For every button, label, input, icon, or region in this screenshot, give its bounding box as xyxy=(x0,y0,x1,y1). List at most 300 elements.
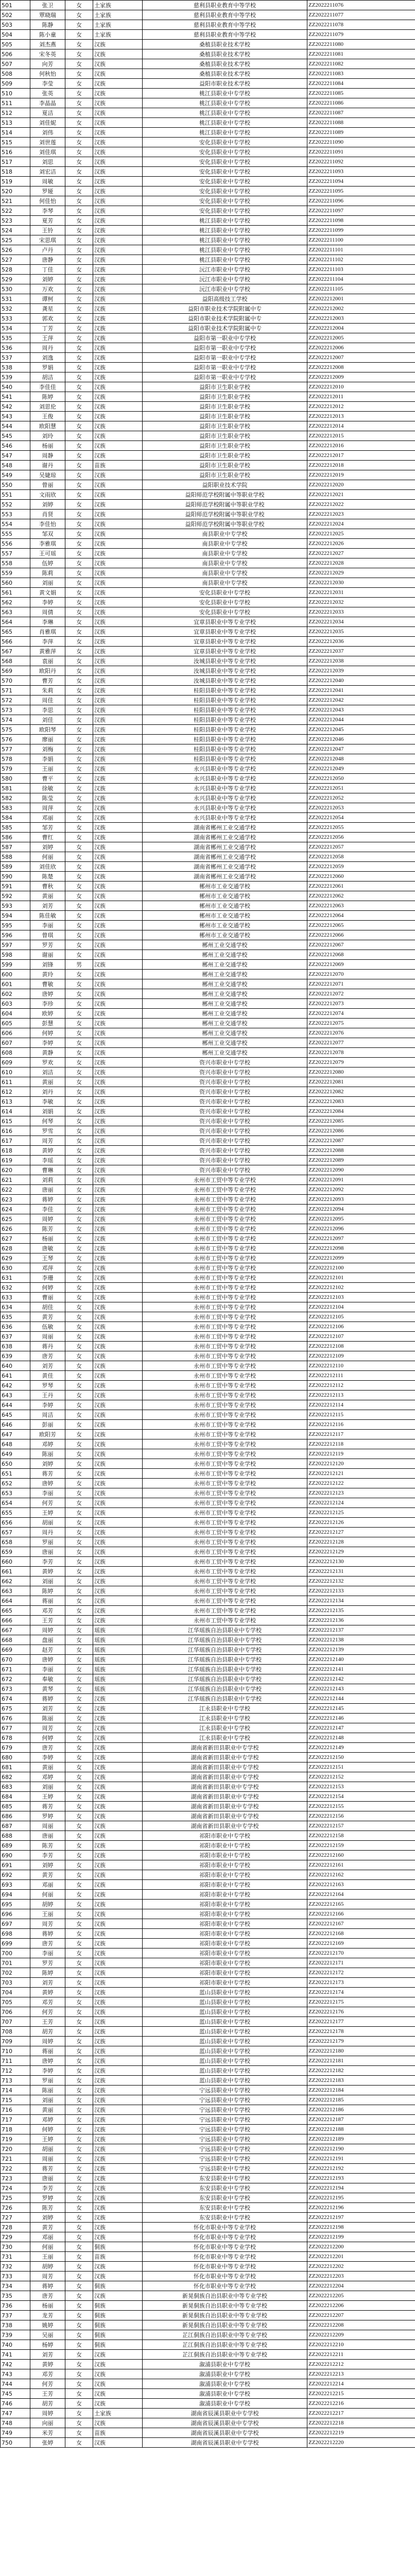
certificate-number: ZZ2022212205 xyxy=(307,2291,415,2301)
table-row xyxy=(1,89,415,98)
school-name: 蓝山县职业中专学校 xyxy=(143,2027,307,2037)
ethnicity: 汉族 xyxy=(93,1322,143,1332)
row-number: 698 xyxy=(1,1929,30,1939)
student-name: 罗婷 xyxy=(30,2193,65,2203)
ethnicity: 汉族 xyxy=(93,167,143,177)
student-name: 刘芳 xyxy=(30,1361,65,1371)
ethnicity: 汉族 xyxy=(93,275,143,284)
gender: 女 xyxy=(65,2369,93,2379)
row-number: 518 xyxy=(1,167,30,177)
row-number: 537 xyxy=(1,353,30,363)
school-name: 江华瑶族自治县职业中专学校 xyxy=(143,1684,307,1694)
row-number: 680 xyxy=(1,1753,30,1762)
table-row xyxy=(1,1714,415,1723)
gender: 女 xyxy=(65,2438,93,2448)
student-name: 周静 xyxy=(30,451,65,461)
school-name: 湖南省新田县职业中专学校 xyxy=(143,1772,307,1782)
certificate-number: ZZ2022212163 xyxy=(307,1880,415,1890)
school-name: 郴州工业交通学校 xyxy=(143,989,307,999)
gender: 女 xyxy=(65,1116,93,1126)
certificate-number: ZZ2022211093 xyxy=(307,167,415,177)
gender: 女 xyxy=(65,2418,93,2428)
school-name: 桂阳县职业中等专业学校 xyxy=(143,705,307,715)
ethnicity: 汉族 xyxy=(93,1900,143,1909)
certificate-number: ZZ2022212035 xyxy=(307,627,415,637)
gender: 女 xyxy=(65,2409,93,2418)
gender: 女 xyxy=(65,1273,93,1283)
row-number: 514 xyxy=(1,128,30,138)
table-row xyxy=(1,960,415,970)
school-name: 资兴市职业中专学校 xyxy=(143,1107,307,1116)
table-row xyxy=(1,1439,415,1449)
table-row xyxy=(1,1224,415,1234)
student-name: 刘婷 xyxy=(30,2213,65,2223)
student-name: 刘佳妮 xyxy=(30,118,65,128)
table-row xyxy=(1,1958,415,1968)
certificate-number: ZZ2022212021 xyxy=(307,490,415,500)
school-name: 资兴市职业中专学校 xyxy=(143,1136,307,1146)
row-number: 515 xyxy=(1,138,30,147)
gender: 女 xyxy=(65,2389,93,2399)
student-name: 王芳 xyxy=(30,1616,65,1625)
school-name: 永州市工贸中等专业学校 xyxy=(143,1332,307,1342)
row-number: 732 xyxy=(1,2262,30,2272)
school-name: 桂阳县职业中等专业学校 xyxy=(143,744,307,754)
certificate-number: ZZ2022212177 xyxy=(307,2017,415,2027)
table-row xyxy=(1,2281,415,2291)
ethnicity: 汉族 xyxy=(93,1019,143,1028)
table-row xyxy=(1,206,415,216)
table-row xyxy=(1,1165,415,1175)
ethnicity: 汉族 xyxy=(93,1596,143,1606)
row-number: 557 xyxy=(1,549,30,558)
row-number: 605 xyxy=(1,1019,30,1028)
row-number: 502 xyxy=(1,10,30,20)
row-number: 508 xyxy=(1,69,30,79)
table-row xyxy=(1,705,415,715)
table-row xyxy=(1,1361,415,1371)
ethnicity: 汉族 xyxy=(93,1606,143,1616)
row-number: 662 xyxy=(1,1577,30,1586)
school-name: 蓝山县职业中专学校 xyxy=(143,2056,307,2066)
ethnicity: 汉族 xyxy=(93,1948,143,1958)
school-name: 宁远县职业中专学校 xyxy=(143,2086,307,2095)
student-name: 李丽 xyxy=(30,1488,65,1498)
row-number: 598 xyxy=(1,950,30,960)
row-number: 638 xyxy=(1,1342,30,1351)
student-name: 文雨欣 xyxy=(30,490,65,500)
school-name: 资兴市职业中专学校 xyxy=(143,1156,307,1165)
row-number: 544 xyxy=(1,421,30,431)
gender: 女 xyxy=(65,1674,93,1684)
gender: 女 xyxy=(65,2399,93,2409)
certificate-number: ZZ2022212057 xyxy=(307,842,415,852)
row-number: 684 xyxy=(1,1792,30,1802)
school-name: 郴州市工业交通学校 xyxy=(143,930,307,940)
ethnicity: 汉族 xyxy=(93,2272,143,2281)
gender: 女 xyxy=(65,1058,93,1067)
row-number: 509 xyxy=(1,79,30,89)
row-number: 681 xyxy=(1,1762,30,1772)
school-name: 永州市工贸中等专业学校 xyxy=(143,1391,307,1400)
certificate-number: ZZ2022212056 xyxy=(307,833,415,842)
student-name: 刘玲 xyxy=(30,431,65,441)
ethnicity: 汉族 xyxy=(93,2369,143,2379)
certificate-number: ZZ2022212145 xyxy=(307,1704,415,1714)
student-name: 黄静 xyxy=(30,1048,65,1058)
gender: 女 xyxy=(65,1704,93,1714)
school-name: 永州市工贸中等专业学校 xyxy=(143,1508,307,1518)
student-name: 邓芳 xyxy=(30,1606,65,1616)
gender: 女 xyxy=(65,2086,93,2095)
table-row xyxy=(1,1831,415,1841)
row-number: 716 xyxy=(1,2105,30,2115)
certificate-number: ZZ2022212173 xyxy=(307,1978,415,1988)
student-name: 王可瑶 xyxy=(30,549,65,558)
table-row xyxy=(1,1449,415,1459)
table-row xyxy=(1,1508,415,1518)
table-row xyxy=(1,2125,415,2134)
school-name: 祁阳市职业中专学校 xyxy=(143,1948,307,1958)
row-number: 618 xyxy=(1,1146,30,1156)
gender: 女 xyxy=(65,1038,93,1048)
student-name: 黄芳 xyxy=(30,1312,65,1322)
table-row xyxy=(1,774,415,784)
certificate-number: ZZ2022211099 xyxy=(307,226,415,235)
row-number: 635 xyxy=(1,1312,30,1322)
student-name: 王芳 xyxy=(30,2389,65,2399)
student-name: 罗雪 xyxy=(30,1126,65,1136)
table-row xyxy=(1,754,415,764)
certificate-number: ZZ2022212032 xyxy=(307,598,415,607)
certificate-number: ZZ2022212004 xyxy=(307,324,415,333)
ethnicity: 汉族 xyxy=(93,2174,143,2183)
certificate-number: ZZ2022212112 xyxy=(307,1381,415,1391)
table-row xyxy=(1,2438,415,2448)
student-name: 欧阳芳 xyxy=(30,1430,65,1439)
table-row xyxy=(1,49,415,59)
gender: 女 xyxy=(65,1,93,10)
table-row xyxy=(1,255,415,265)
school-name: 郴州工业交通学校 xyxy=(143,960,307,970)
gender: 女 xyxy=(65,1831,93,1841)
table-row xyxy=(1,1185,415,1195)
row-number: 506 xyxy=(1,49,30,59)
row-number: 726 xyxy=(1,2203,30,2213)
certificate-number: ZZ2022212012 xyxy=(307,402,415,412)
table-row xyxy=(1,441,415,451)
row-number: 746 xyxy=(1,2399,30,2409)
table-row xyxy=(1,568,415,578)
school-name: 永州市工贸中等专业学校 xyxy=(143,1263,307,1273)
certificate-number: ZZ2022212207 xyxy=(307,2311,415,2320)
certificate-number: ZZ2022212067 xyxy=(307,940,415,950)
school-name: 桃江县职业中专学校 xyxy=(143,245,307,255)
row-number: 688 xyxy=(1,1831,30,1841)
gender: 女 xyxy=(65,2203,93,2213)
row-number: 503 xyxy=(1,20,30,30)
table-row xyxy=(1,1939,415,1948)
table-row xyxy=(1,930,415,940)
student-name: 黄丽 xyxy=(30,891,65,901)
certificate-number: ZZ2022212200 xyxy=(307,2242,415,2252)
ethnicity: 汉族 xyxy=(93,108,143,118)
table-row xyxy=(1,1802,415,1811)
student-name: 黄丽 xyxy=(30,1077,65,1087)
gender: 女 xyxy=(65,1694,93,1704)
school-name: 桑植县职业技术学校 xyxy=(143,49,307,59)
school-name: 祁阳市职业中专学校 xyxy=(143,1909,307,1919)
certificate-number: ZZ2022212203 xyxy=(307,2272,415,2281)
ethnicity: 汉族 xyxy=(93,2056,143,2066)
school-name: 祁阳市职业中专学校 xyxy=(143,1939,307,1948)
table-row xyxy=(1,970,415,979)
school-name: 桃江县职业中专学校 xyxy=(143,108,307,118)
ethnicity: 汉族 xyxy=(93,363,143,372)
student-name: 罗芳 xyxy=(30,940,65,950)
row-number: 652 xyxy=(1,1479,30,1488)
table-row xyxy=(1,1723,415,1733)
ethnicity: 汉族 xyxy=(93,882,143,891)
ethnicity: 汉族 xyxy=(93,1175,143,1185)
student-name: 黄文娟 xyxy=(30,588,65,598)
certificate-number: ZZ2022212178 xyxy=(307,2027,415,2037)
school-name: 湖南省辰溪县职业中专学校 xyxy=(143,2428,307,2438)
ethnicity: 汉族 xyxy=(93,510,143,519)
gender: 女 xyxy=(65,549,93,558)
certificate-number: ZZ2022212214 xyxy=(307,2379,415,2389)
ethnicity: 汉族 xyxy=(93,2037,143,2046)
table-row xyxy=(1,1821,415,1831)
gender: 女 xyxy=(65,1126,93,1136)
gender: 女 xyxy=(65,696,93,705)
row-number: 504 xyxy=(1,30,30,40)
school-name: 永兴县职业中等专业学校 xyxy=(143,784,307,793)
ethnicity: 汉族 xyxy=(93,1547,143,1557)
gender: 女 xyxy=(65,989,93,999)
ethnicity: 侗族 xyxy=(93,2281,143,2291)
row-number: 558 xyxy=(1,558,30,568)
school-name: 蓝山县职业中专学校 xyxy=(143,2017,307,2027)
certificate-number: ZZ2022211100 xyxy=(307,235,415,245)
ethnicity: 汉族 xyxy=(93,69,143,79)
row-number: 685 xyxy=(1,1802,30,1811)
certificate-number: ZZ2022212208 xyxy=(307,2320,415,2330)
ethnicity: 汉族 xyxy=(93,490,143,500)
student-name: 陈婷 xyxy=(30,1968,65,1978)
gender: 女 xyxy=(65,1606,93,1616)
table-row xyxy=(1,1753,415,1762)
school-name: 祁阳市职业中专学校 xyxy=(143,1860,307,1870)
ethnicity: 汉族 xyxy=(93,421,143,431)
ethnicity: 汉族 xyxy=(93,1479,143,1488)
certificate-number: ZZ2022212168 xyxy=(307,1929,415,1939)
ethnicity: 汉族 xyxy=(93,2095,143,2105)
school-name: 桑植县职业技术学校 xyxy=(143,59,307,69)
ethnicity: 汉族 xyxy=(93,989,143,999)
gender: 女 xyxy=(65,1322,93,1332)
table-row xyxy=(1,2046,415,2056)
ethnicity: 汉族 xyxy=(93,1821,143,1831)
table-row xyxy=(1,333,415,343)
gender: 女 xyxy=(65,784,93,793)
student-name: 蒋婷 xyxy=(30,1195,65,1205)
student-name: 张卫 xyxy=(30,1,65,10)
ethnicity: 汉族 xyxy=(93,2164,143,2174)
certificate-number: ZZ2022212220 xyxy=(307,2438,415,2448)
school-name: 东安县职业中专学校 xyxy=(143,2183,307,2193)
certificate-number: ZZ2022212132 xyxy=(307,1577,415,1586)
student-name: 黄婷 xyxy=(30,1988,65,1997)
table-row xyxy=(1,304,415,314)
row-number: 554 xyxy=(1,519,30,529)
certificate-number: ZZ2022212007 xyxy=(307,353,415,363)
row-number: 520 xyxy=(1,187,30,196)
gender: 女 xyxy=(65,138,93,147)
school-name: 怀化市职业中等专业学校 xyxy=(143,2262,307,2272)
gender: 女 xyxy=(65,2213,93,2223)
school-name: 郴州市工业交通学校 xyxy=(143,911,307,921)
table-row xyxy=(1,20,415,30)
ethnicity: 汉族 xyxy=(93,372,143,382)
certificate-number: ZZ2022212022 xyxy=(307,500,415,510)
certificate-number: ZZ2022212016 xyxy=(307,441,415,451)
table-row xyxy=(1,1322,415,1332)
student-name: 唐丽 xyxy=(30,2174,65,2183)
gender: 女 xyxy=(65,275,93,284)
school-name: 永州市工贸中等专业学校 xyxy=(143,1577,307,1586)
student-name: 周萍 xyxy=(30,803,65,813)
ethnicity: 汉族 xyxy=(93,177,143,187)
table-row xyxy=(1,1567,415,1577)
table-row xyxy=(1,813,415,823)
gender: 女 xyxy=(65,1283,93,1293)
gender: 女 xyxy=(65,1234,93,1244)
student-name: 周丽 xyxy=(30,2154,65,2164)
school-name: 永州市工贸中等专业学校 xyxy=(143,1459,307,1469)
student-name: 刘锋 xyxy=(30,960,65,970)
table-row xyxy=(1,725,415,735)
ethnicity: 汉族 xyxy=(93,979,143,989)
certificate-number: ZZ2022212097 xyxy=(307,1234,415,1244)
student-name: 刘婷 xyxy=(30,1860,65,1870)
certificate-number: ZZ2022212157 xyxy=(307,1821,415,1831)
gender: 女 xyxy=(65,803,93,813)
student-name: 胡芳 xyxy=(30,2027,65,2037)
student-name: 刘丽 xyxy=(30,578,65,588)
row-number: 523 xyxy=(1,216,30,226)
row-number: 546 xyxy=(1,441,30,451)
school-name: 宁远县职业中专学校 xyxy=(143,2154,307,2164)
table-row xyxy=(1,686,415,696)
row-number: 642 xyxy=(1,1381,30,1391)
row-number: 603 xyxy=(1,999,30,1009)
ethnicity: 汉族 xyxy=(93,1067,143,1077)
table-row xyxy=(1,2389,415,2399)
student-name: 何佳怡 xyxy=(30,196,65,206)
gender: 女 xyxy=(65,451,93,461)
gender: 女 xyxy=(65,255,93,265)
school-name: 资兴市职业中专学校 xyxy=(143,1165,307,1175)
certificate-number: ZZ2022211080 xyxy=(307,40,415,49)
gender: 女 xyxy=(65,333,93,343)
gender: 女 xyxy=(65,1439,93,1449)
certificate-number: ZZ2022212180 xyxy=(307,2046,415,2056)
table-row xyxy=(1,470,415,480)
certificate-number: ZZ2022212086 xyxy=(307,1126,415,1136)
certificate-number: ZZ2022211104 xyxy=(307,275,415,284)
certificate-number: ZZ2022212060 xyxy=(307,872,415,882)
certificate-number: ZZ2022211094 xyxy=(307,177,415,187)
student-name: 胡洁 xyxy=(30,372,65,382)
row-number: 706 xyxy=(1,2007,30,2017)
ethnicity: 汉族 xyxy=(93,598,143,607)
school-name: 怀化市职业中等专业学校 xyxy=(143,2242,307,2252)
school-name: 宁远县职业中专学校 xyxy=(143,2134,307,2144)
school-name: 宁远县职业中专学校 xyxy=(143,2115,307,2125)
certificate-number: ZZ2022212153 xyxy=(307,1782,415,1792)
school-name: 南县职业中专学校 xyxy=(143,549,307,558)
table-row xyxy=(1,1400,415,1410)
ethnicity: 汉族 xyxy=(93,147,143,157)
table-row xyxy=(1,862,415,872)
certificate-number: ZZ2022212015 xyxy=(307,431,415,441)
certificate-number: ZZ2022212162 xyxy=(307,1870,415,1880)
gender: 女 xyxy=(65,196,93,206)
student-name: 邓丽 xyxy=(30,2232,65,2242)
certificate-number: ZZ2022212114 xyxy=(307,1400,415,1410)
ethnicity: 汉族 xyxy=(93,441,143,451)
student-name: 刘伟 xyxy=(30,128,65,138)
student-name: 胡婷 xyxy=(30,1900,65,1909)
student-name: 曹敏 xyxy=(30,979,65,989)
student-name: 周芳 xyxy=(30,2272,65,2281)
table-row xyxy=(1,1900,415,1909)
row-number: 595 xyxy=(1,921,30,930)
gender: 女 xyxy=(65,1997,93,2007)
certificate-number: ZZ2022211086 xyxy=(307,98,415,108)
certificate-number: ZZ2022212098 xyxy=(307,1244,415,1253)
row-number: 679 xyxy=(1,1743,30,1753)
student-name: 黄芳 xyxy=(30,2223,65,2232)
ethnicity: 汉族 xyxy=(93,412,143,421)
gender: 女 xyxy=(65,363,93,372)
row-number: 711 xyxy=(1,2056,30,2066)
certificate-number: ZZ2022212036 xyxy=(307,637,415,647)
school-name: 怀化市职业中等专业学校 xyxy=(143,2272,307,2281)
certificate-number: ZZ2022211089 xyxy=(307,128,415,138)
gender: 女 xyxy=(65,2350,93,2360)
gender: 女 xyxy=(65,1410,93,1420)
table-row xyxy=(1,353,415,363)
table-row xyxy=(1,882,415,891)
school-name: 益阳市卫生职业学校 xyxy=(143,421,307,431)
gender: 女 xyxy=(65,1087,93,1097)
certificate-number: ZZ2022212117 xyxy=(307,1430,415,1439)
student-name: 肖贤 xyxy=(30,510,65,519)
school-name: 永兴县职业中等专业学校 xyxy=(143,764,307,774)
row-number: 630 xyxy=(1,1263,30,1273)
certificate-number: ZZ2022212108 xyxy=(307,1342,415,1351)
certificate-number: ZZ2022212127 xyxy=(307,1528,415,1537)
row-number: 692 xyxy=(1,1870,30,1880)
row-number: 627 xyxy=(1,1234,30,1244)
school-name: 怀化市职业中等专业学校 xyxy=(143,2232,307,2242)
certificate-number: ZZ2022212018 xyxy=(307,461,415,470)
row-number: 719 xyxy=(1,2134,30,2144)
school-name: 永州市工贸中等专业学校 xyxy=(143,1596,307,1606)
row-number: 668 xyxy=(1,1635,30,1645)
